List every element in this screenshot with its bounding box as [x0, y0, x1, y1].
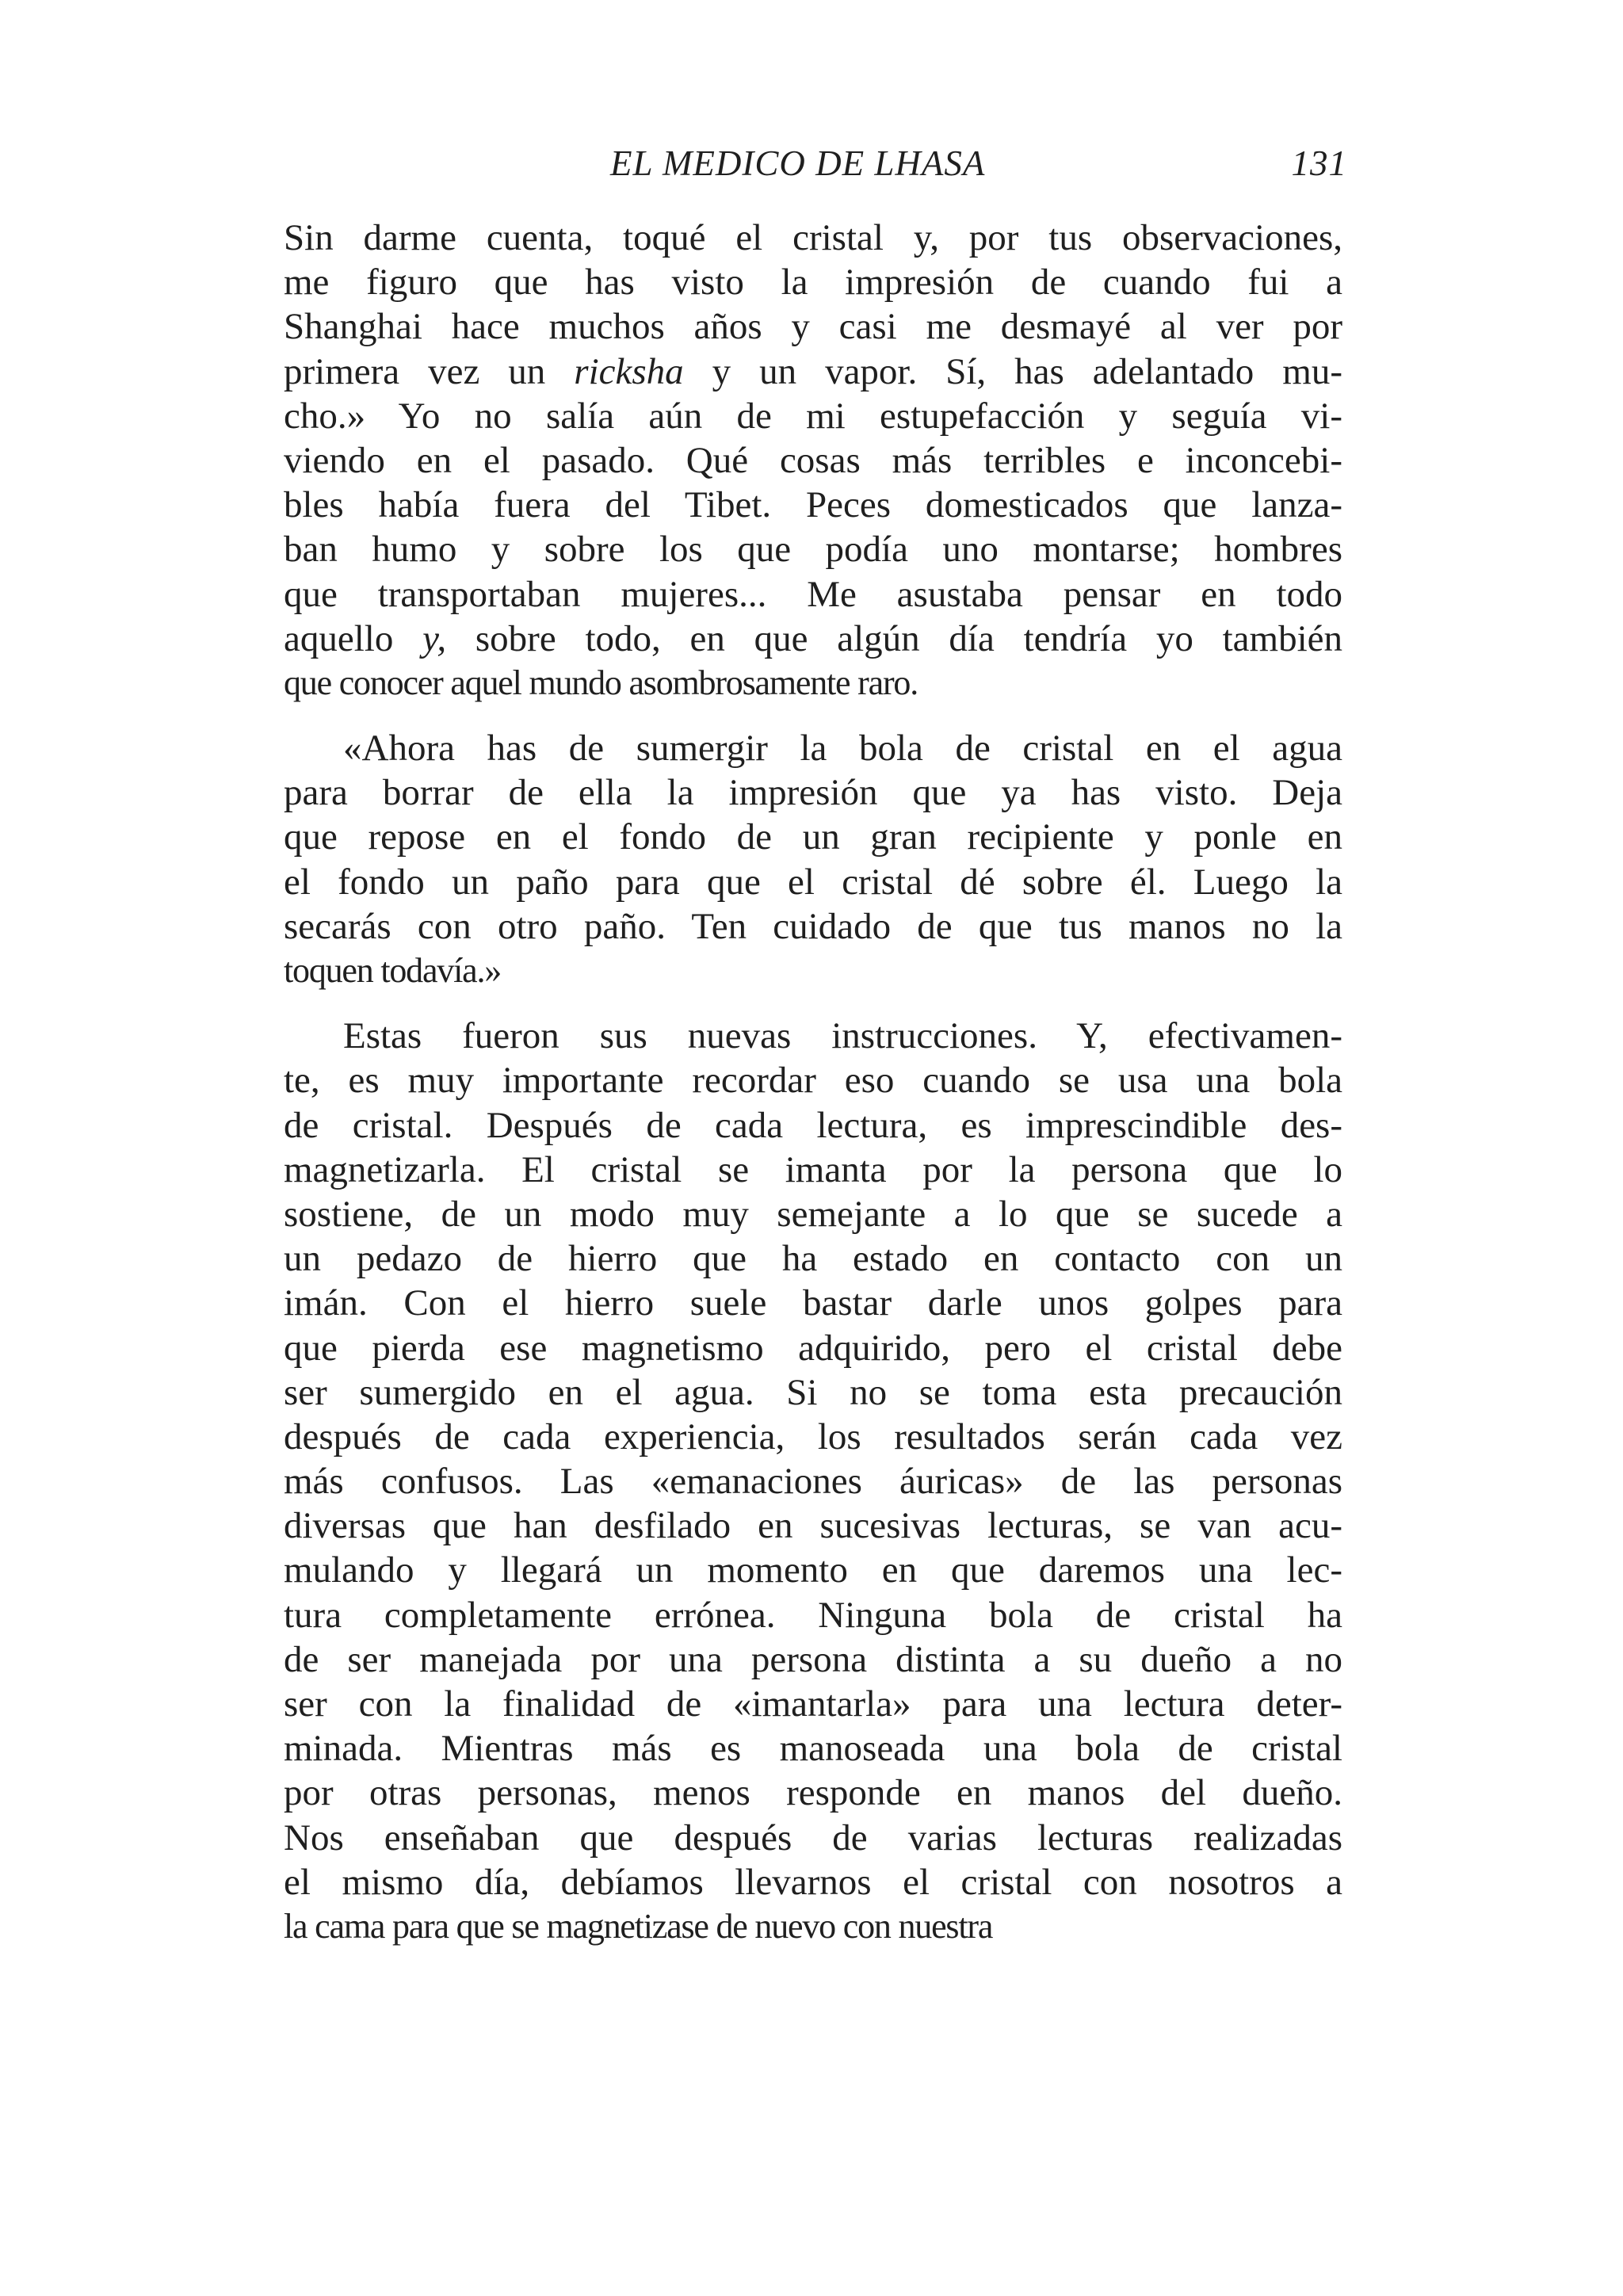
text-segment: «Ahora has de sumergir la bola de cristal en el agua [343, 728, 1342, 770]
text-line [284, 1014, 1342, 1058]
text-segment: magnetizarla. El cristal se imanta por la persona que lo [284, 1148, 1342, 1190]
italic-text: ricksha [574, 350, 684, 392]
text-segment: secarás con otro paño. Ten cuidado de que tus manos no la [284, 905, 1342, 947]
text-segment: por otras personas, menos responde en manos del dueño. [284, 1772, 1342, 1814]
text-line [284, 1503, 1342, 1548]
text-segment: más confusos. Las «emanaciones áuricas» de las personas [284, 1461, 1342, 1503]
italic-text: y, [422, 617, 447, 659]
text-line [284, 572, 1342, 617]
text-line [284, 770, 1342, 815]
text-line [284, 1370, 1342, 1415]
text-segment: imán. Con el hierro suele bastar darle unos golpes para [284, 1282, 1342, 1324]
text-line [284, 483, 1342, 527]
text-segment: un pedazo de hierro que ha estado en contacto con un [284, 1238, 1342, 1280]
text-line [284, 438, 1342, 483]
text-line [284, 1192, 1342, 1236]
text-segment: que transportaban mujeres... Me asustaba pensar en todo [284, 573, 1342, 615]
text-line [284, 1771, 1342, 1815]
text-segment: de cristal. Después de cada lectura, es imprescindible des- [284, 1104, 1342, 1146]
text-segment: me figuro que has visto la impresión de cuando fui a [284, 262, 1342, 304]
text-segment: ban humo y sobre los que podía uno montarse; hombres [284, 529, 1342, 571]
text-segment: que repose en el fondo de un gran recipiente y ponle en [284, 816, 1342, 858]
text-segment: viendo en el pasado. Qué cosas más terribles e inconcebi- [284, 439, 1342, 481]
text-segment: de ser manejada por una persona distinta a su dueño a no [284, 1638, 1342, 1680]
text-segment: después de cada experiencia, los resultados serán cada vez [284, 1415, 1342, 1457]
text-line [284, 1281, 1342, 1325]
text-segment: Shanghai hace muchos años y casi me desmayé al ver por [284, 306, 1342, 348]
text-segment: para borrar de ella la impresión que ya has visto. Deja [284, 772, 1342, 814]
text-segment: que conocer aquel mundo asombrosamente raro. [284, 663, 918, 702]
text-line [284, 904, 1342, 949]
paragraph-gap [284, 993, 1342, 1014]
text-line [284, 815, 1342, 859]
text-line [284, 1415, 1342, 1459]
book-title: EL MEDICO DE LHASA [610, 143, 986, 183]
paragraph [284, 1014, 1342, 1949]
text-segment: la cama para que se magnetizase de nuevo con nuestra [284, 1906, 993, 1946]
text-line [284, 726, 1342, 770]
text-segment: toquen todavía.» [284, 951, 502, 990]
text-segment: Sin darme cuenta, toqué el cristal y, por tus observaciones, [284, 217, 1342, 258]
text-segment: mulando y llegará un momento en que daremos una lec- [284, 1549, 1342, 1591]
text-line [284, 1326, 1342, 1370]
text-segment: ser sumergido en el agua. Si no se toma esta precaución [284, 1371, 1342, 1413]
text-line [284, 1548, 1342, 1592]
text-line [284, 1459, 1342, 1503]
text-line [284, 1593, 1342, 1637]
text-segment: sostiene, de un modo muy semejante a lo que se sucede a [284, 1193, 1342, 1235]
text-line [284, 216, 1342, 260]
text-segment: Nos enseñaban que después de varias lecturas realizadas [284, 1817, 1342, 1859]
text-line [284, 617, 1342, 661]
text-segment: el fondo un paño para que el cristal dé sobre él. Luego la [284, 861, 1342, 903]
text-line [284, 1058, 1342, 1102]
text-segment: bles había fuera del Tibet. Peces domesticados que lanza- [284, 484, 1342, 526]
text-line [284, 1637, 1342, 1682]
text-line [284, 1904, 1342, 1949]
paragraph [284, 726, 1342, 993]
text-line [284, 260, 1342, 304]
text-line [284, 350, 1342, 394]
text-segment: primera vez un [284, 350, 575, 392]
text-line [284, 1682, 1342, 1726]
text-segment: te, es muy importante recordar eso cuando se usa una bola [284, 1060, 1342, 1102]
text-segment: tura completamente errónea. Ninguna bola de cristal ha [284, 1594, 1342, 1636]
text-segment: minada. Mientras más es manoseada una bola de cristal [284, 1728, 1342, 1770]
text-segment: y un vapor. Sí, has adelantado mu- [683, 350, 1342, 392]
text-line [284, 394, 1342, 438]
text-line [284, 860, 1342, 904]
paragraph-gap [284, 705, 1342, 726]
page-number: 131 [1291, 143, 1347, 183]
paragraph [284, 216, 1342, 705]
text-segment: el mismo día, debíamos llevarnos el cristal con nosotros a [284, 1861, 1342, 1903]
text-segment: ser con la finalidad de «imantarla» para una lectura deter- [284, 1683, 1342, 1725]
text-line [284, 661, 1342, 705]
text-segment: sobre todo, en que algún día tendría yo también [446, 617, 1343, 659]
text-line [284, 527, 1342, 571]
text-segment: diversas que han desfilado en sucesivas lecturas, se van acu- [284, 1505, 1342, 1547]
text-line [284, 1236, 1342, 1281]
text-line [284, 1103, 1342, 1148]
running-head [610, 143, 1347, 190]
text-line [284, 949, 1342, 993]
text-line [284, 1726, 1342, 1771]
text-segment: aquello [284, 617, 423, 659]
text-line [284, 1148, 1342, 1192]
text-line [284, 1860, 1342, 1904]
text-line [284, 304, 1342, 349]
text-segment: cho.» Yo no salía aún de mi estupefacción y seguía vi- [284, 395, 1342, 437]
text-line [284, 1816, 1342, 1860]
body-text [284, 216, 1342, 1949]
text-segment: que pierda ese magnetismo adquirido, pero el cristal debe [284, 1327, 1342, 1369]
text-segment: Estas fueron sus nuevas instrucciones. Y, efectivamen- [343, 1015, 1342, 1057]
